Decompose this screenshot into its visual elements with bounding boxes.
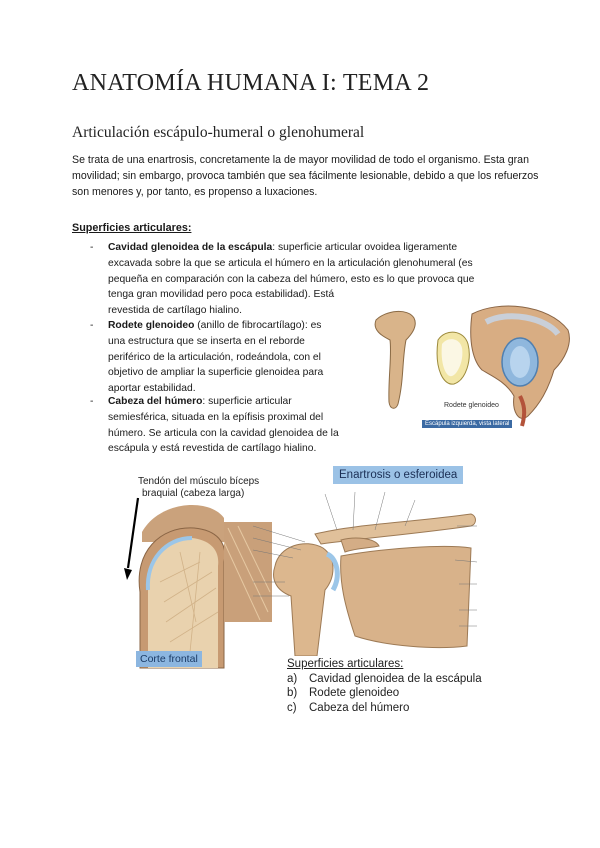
list-item: b) Rodete glenoideo bbox=[287, 687, 400, 699]
surfaces-caption-list bbox=[287, 657, 482, 715]
tendon-label: Tendón del músculo bíceps braquial (cabeza larga) bbox=[138, 476, 260, 499]
subsection-heading: Superficies articulares: bbox=[72, 222, 192, 234]
scapula-illustration bbox=[368, 300, 578, 435]
list-item: - Rodete glenoideo (anillo de fibrocartílago): es una estructura que se inserta en el reborde periférico de la articulación, rodeándola, con el objetivo de ampliar la superficie glenoidea para aportar estabilidad. bbox=[90, 320, 324, 395]
shoulder-illustration bbox=[245, 486, 507, 656]
list-item: c) Cabeza del húmero bbox=[287, 701, 410, 714]
intro-paragraph: Se trata de una enartrosis, concretamente la de mayor movilidad de todo el organismo. Esta gran movilidad; sin embargo, provoca también que sea fácilmente lesionable, debido a que los refuerzos son menores y, por tanto, es propenso a luxaciones. bbox=[72, 154, 539, 198]
figure-caption: Corte frontal bbox=[136, 651, 202, 667]
shoulder-joint-figure bbox=[245, 466, 507, 656]
term-label: Cavidad glenoidea de la escápula bbox=[108, 242, 273, 253]
page-title: ANATOMÍA HUMANA I: TEMA 2 bbox=[72, 70, 430, 96]
figure-caption: Escápula izquierda, vista lateral bbox=[422, 420, 512, 428]
caption-list-heading: Superficies articulares: bbox=[287, 658, 404, 670]
scapula-lateral-figure bbox=[368, 300, 578, 435]
figure-title: Enartrosis o esferoidea bbox=[333, 466, 463, 484]
list-item: - Cavidad glenoidea de la escápula: superficie articular ovoidea ligeramente excavada sobre la que se articula el húmero en la articulación glenohumeral (es pequeña en comparación con la cabeza del húmero, esto es lo que provoca que tenga gran movilidad pero poca estabilidad). Está revestida de cartílago hialino. bbox=[90, 242, 475, 317]
list-item: a) Cavidad glenoidea de la escápula bbox=[287, 672, 482, 685]
term-label: Cabeza del húmero bbox=[108, 396, 203, 407]
term-label: Rodete glenoideo bbox=[108, 320, 195, 331]
figure-label: Rodete glenoideo bbox=[444, 402, 499, 409]
section-heading: Articulación escápulo-humeral o glenohumeral bbox=[72, 124, 365, 141]
list-item: - Cabeza del húmero: superficie articular semiesférica, situada en la epífisis proximal del húmero. Se articula con la cavidad glenoidea de la escápula y está revestida de cartílago hialino. bbox=[90, 396, 339, 455]
